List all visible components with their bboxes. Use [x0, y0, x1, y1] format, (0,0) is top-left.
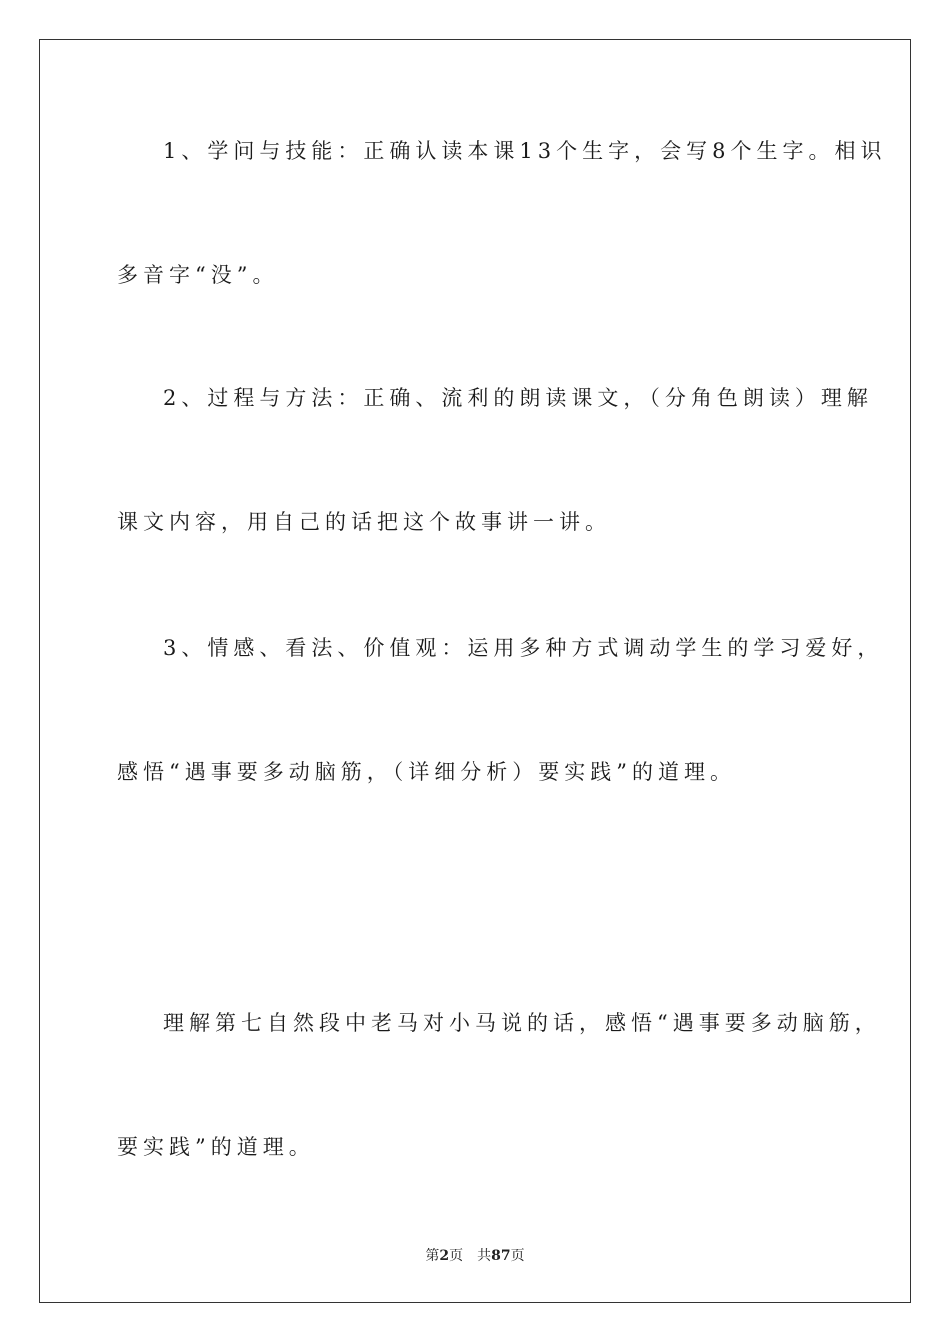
footer-page-suffix: 页 [449, 1248, 464, 1264]
paragraph-3-line-1: 3、情感、看法、价值观：运用多种方式调动学生的学习爱好， [163, 636, 884, 660]
footer-total-prefix: 共 [477, 1248, 492, 1264]
paragraph-2-line-1: 2、过程与方法：正确、流利的朗读课文，（分角色朗读）理解 [163, 386, 873, 410]
paragraph-2-line-2: 课文内容，用自己的话把这个故事讲一讲。 [117, 510, 611, 534]
footer-total-pages: 87 [491, 1248, 511, 1264]
page-footer [0, 1246, 950, 1266]
page-border [39, 39, 911, 1303]
paragraph-1-line-2: 多音字“没”。 [117, 263, 279, 287]
paragraph-3-line-2: 感悟“遇事要多动脑筋，（详细分析）要实践”的道理。 [117, 760, 736, 784]
paragraph-4-line-1: 理解第七自然段中老马对小马说的话，感悟“遇事要多动脑筋， [163, 1011, 881, 1035]
footer-page-prefix: 第 [425, 1248, 440, 1264]
paragraph-4-line-2: 要实践”的道理。 [117, 1135, 315, 1159]
footer-total-suffix: 页 [510, 1248, 525, 1264]
footer-page-number: 2 [439, 1248, 450, 1264]
paragraph-1-line-1: 1、学问与技能：正确认读本课13个生字，会写8个生字。相识 [163, 139, 887, 163]
